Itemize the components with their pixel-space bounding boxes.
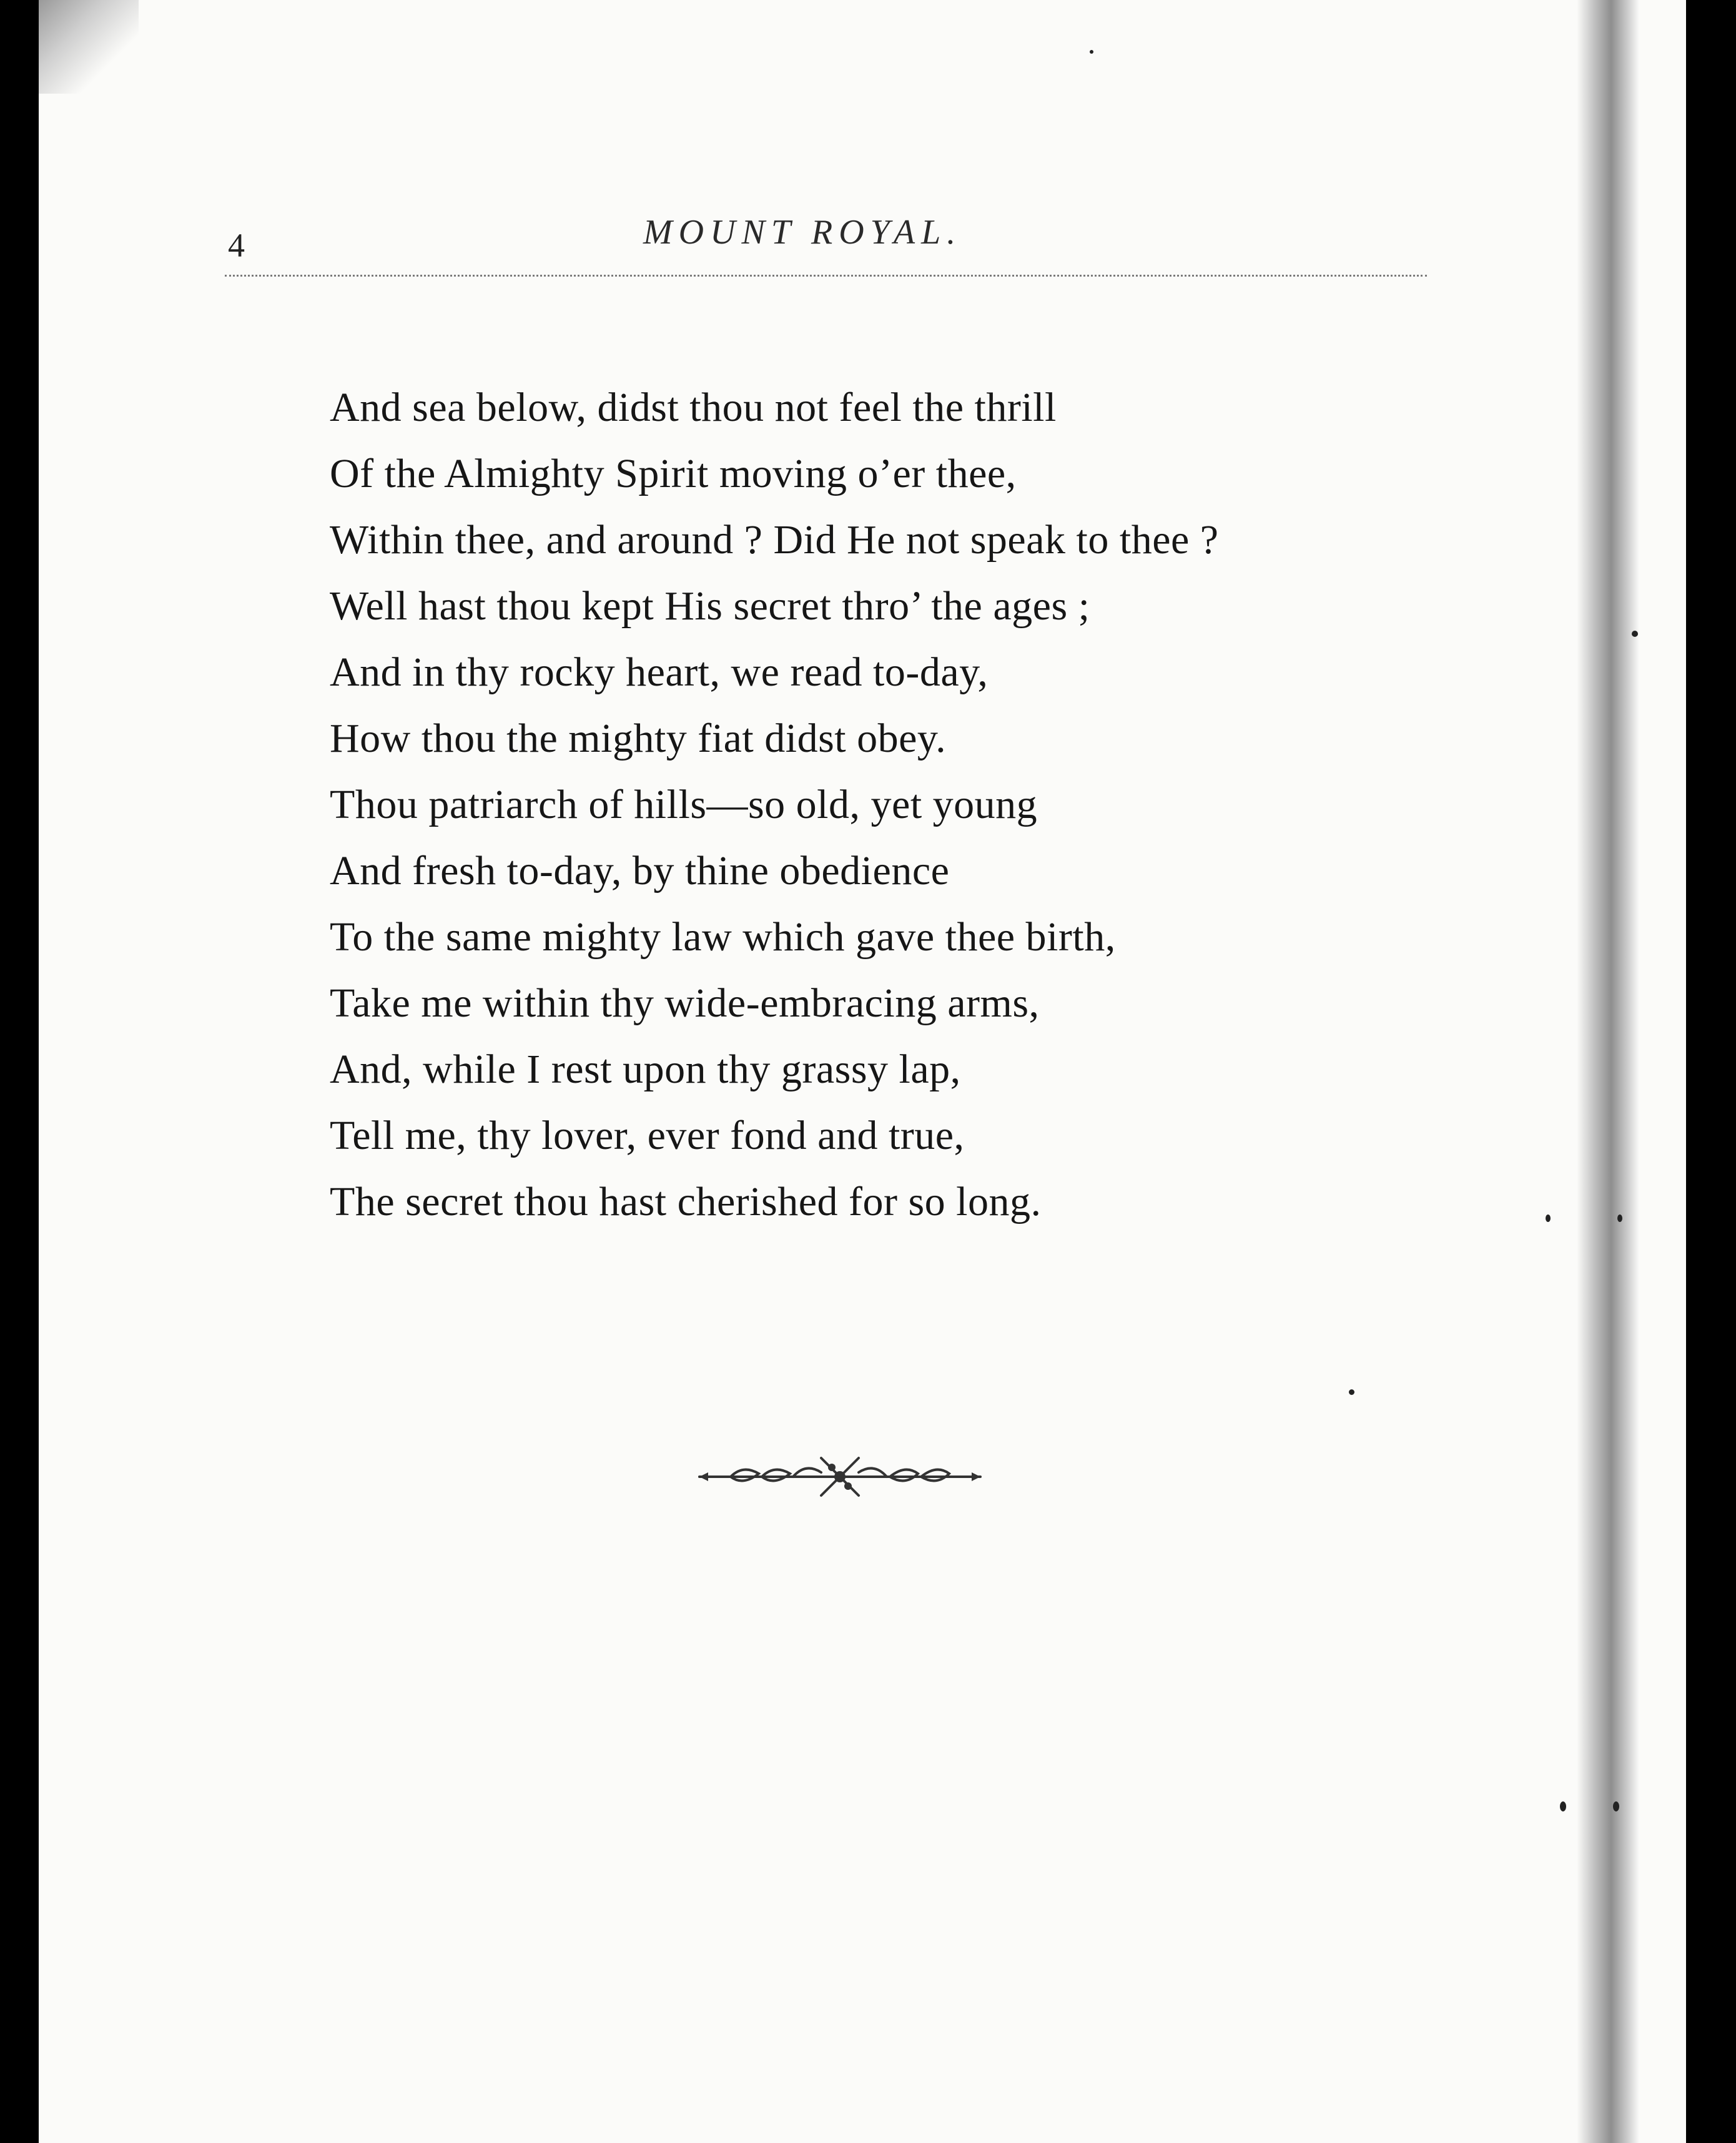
running-head: MOUNT ROYAL. <box>643 213 962 252</box>
scan-speck <box>1560 1801 1566 1811</box>
poem-line: To the same mighty law which gave thee birth, <box>330 914 1116 960</box>
scan-speck <box>1546 1214 1551 1222</box>
scan-speck <box>1632 631 1638 637</box>
poem-line: Well hast thou kept His secret thro’ the ages ; <box>330 583 1090 629</box>
poem-line: Thou patriarch of hills—so old, yet young <box>330 782 1038 827</box>
poem-line: Tell me, thy lover, ever fond and true, <box>330 1113 965 1158</box>
scan-speck <box>1349 1389 1354 1395</box>
header-rule <box>225 275 1427 277</box>
poem-line: And sea below, didst thou not feel the thrill <box>330 385 1057 430</box>
scan-speck <box>1090 50 1093 54</box>
poem-line: Take me within thy wide-embracing arms, <box>330 980 1040 1026</box>
poem-line: How thou the mighty fiat didst obey. <box>330 716 947 761</box>
poem-line: The secret thou hast cherished for so long. <box>330 1179 1042 1224</box>
page-corner-shadow <box>39 0 139 94</box>
poem-line: And fresh to-day, by thine obedience <box>330 848 950 894</box>
scan-border-right <box>1686 0 1736 2143</box>
poem-line: And in thy rocky heart, we read to-day, <box>330 649 989 695</box>
poem-line: Within thee, and around ? Did He not speak to thee ? <box>330 517 1219 563</box>
scan-speck <box>1613 1801 1619 1811</box>
floral-tailpiece-icon <box>693 1449 987 1505</box>
poem-line: And, while I rest upon thy grassy lap, <box>330 1047 961 1092</box>
poem-stanza <box>330 375 1516 1235</box>
page-number: 4 <box>228 227 245 264</box>
binding-gutter <box>1577 0 1639 2143</box>
scan-speck <box>1617 1214 1622 1222</box>
poem-line: Of the Almighty Spirit moving o’er thee, <box>330 451 1017 496</box>
